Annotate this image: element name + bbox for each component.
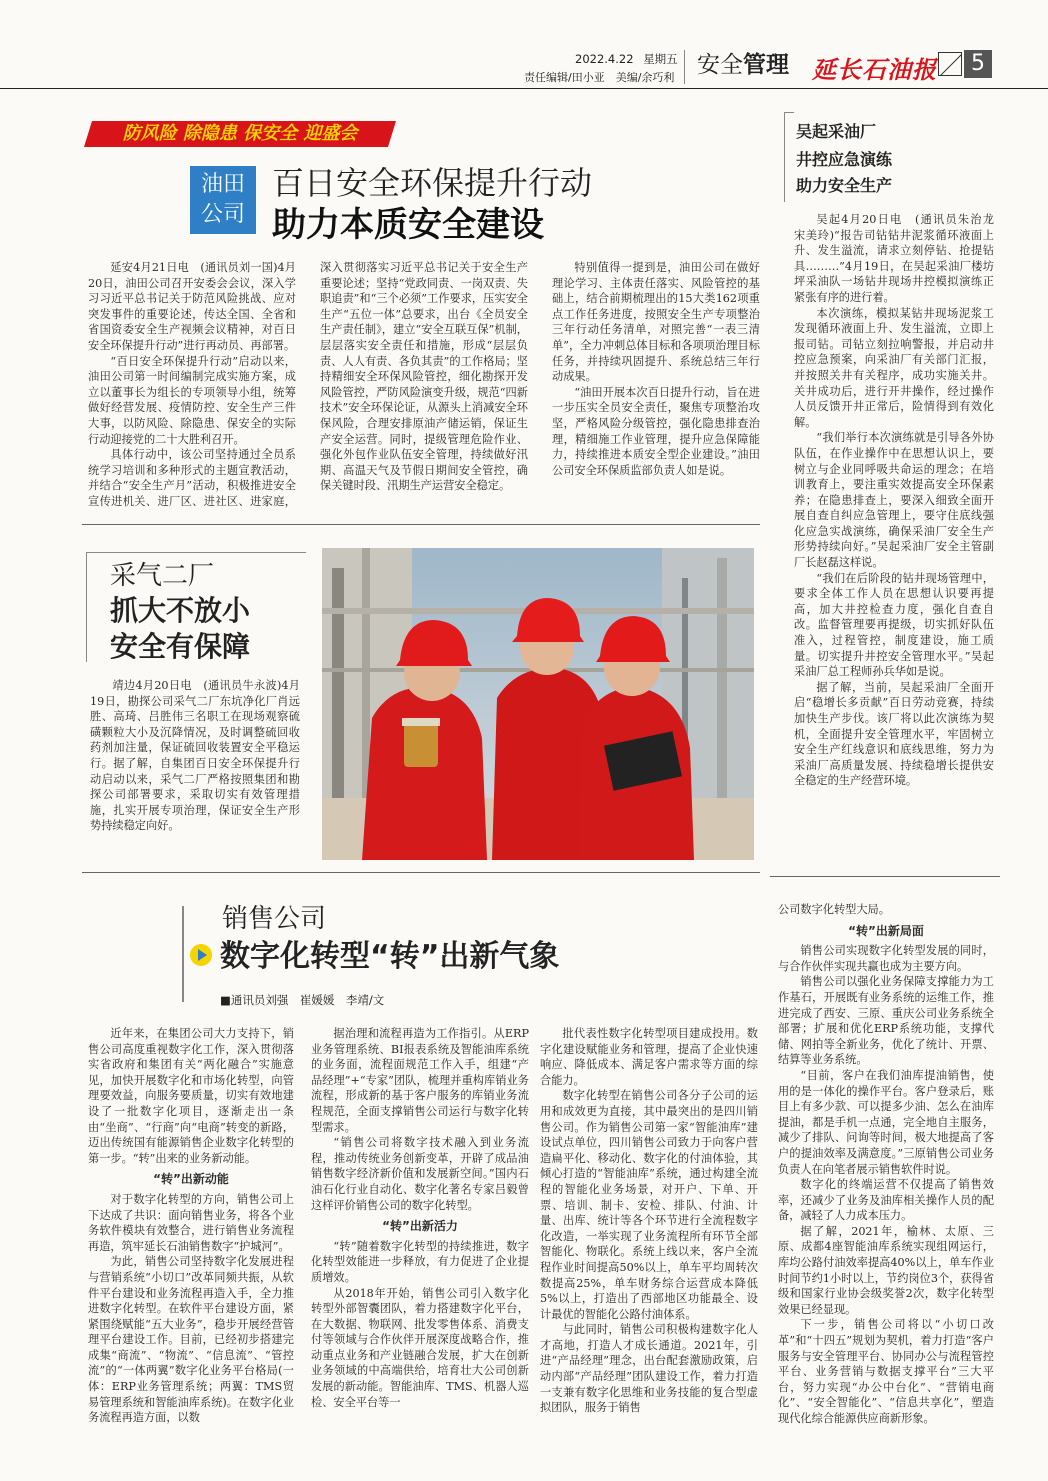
section-divider xyxy=(82,872,760,873)
editors: 责任编辑/田小亚 美编/余巧利 xyxy=(524,71,675,84)
sales-title: 数字化转型“转”出新气象 xyxy=(220,939,560,974)
sales-paragraph: 下一步，销售公司将以“小切口改革”和“十四五”规划为契机，着力打造“客户服务与安全管理平台、协同办公与流程管控平台、业务营销与数据支撑平台”三大平台，努力实现“办公中台化”、“营销电商化”、“安全智能化”、“信息共享化”，塑造现代化综合能源供应商新形象。 xyxy=(778,1318,994,1425)
lead-subtitle: 助力本质安全建设 xyxy=(272,205,544,245)
right-paragraph: “我们在后阶段的钻井现场管理中，要求全体工作人员在思想认识要再提高，加大井控检查力度，强化自查自改。监督管理要再提级，切实抓好队伍准入，过程管控，制度建设，施工质量。切实提升井控安全管理水平。”吴起采油厂总工程师孙兵华如是说。 xyxy=(794,571,994,679)
sales-paragraph: “转”随着数字化转型的持续推进，数字化转型效能进一步释放，有力促进了企业提质增效。 xyxy=(311,1239,529,1284)
right-paragraph: “我们举行本次演练就是引导各外协队伍，在作业操作中在思想认识上，要树立与企业同呼吸共命运的理念；在培训教育上，要注重实效提高安全环保素养；在隐患排查上，要深入细致全面开展自查自纠应急管理上，要守住底线强化应急实战演练，确保采油厂安全生产形势持续向好。”吴起采油厂安全主管副厂长赵磊这样说。 xyxy=(794,431,994,570)
lead-paragraph: “油田开展本次百日提升行动，旨在进一步压实全员安全责任，聚焦专项整治攻坚，严格风险分级管控，强化隐患排查治理，精细施工作业管理，提升应急保障能力，持续推进本质安全型企业建设。”油田公司安全环保质监部负责人如是说。 xyxy=(552,385,760,477)
date-line xyxy=(575,51,678,67)
lead-title: 百日安全环保提升行动 xyxy=(272,164,593,202)
right-subtitle: 助力安全生产 xyxy=(796,176,893,195)
right-title: 井控应急演练 xyxy=(796,150,893,169)
gas-body xyxy=(90,678,300,834)
right-paragraph: 吴起4月20日电 (通讯员朱治龙 宋美玲)“报告司钻钻井泥浆循环液面上升、发生溢流，请求立刻停钻、抢提钻具………”4月19日，在吴起采油厂楼坊坪采油队一场钻井现场井控模拟演练正紧张有序的进行着。 xyxy=(794,213,1006,304)
date: 2022.4.22 xyxy=(575,52,634,66)
section-title: 安全管理 xyxy=(697,52,789,78)
sales-paragraph: 近年来，在集团公司大力支持下，销售公司高度重视数字化工作，深入贯彻落实省政府和集团有关“两化融合”实施意见，加快开展数字化和市场化转型，向管理要效益，向服务要质量，切实有效地建设了一批数字化项目，逐渐走出一条由“坐商”、“行商”向“电商”转变的新路，迈出传统国有能源销售企业数字化转型的第一步。“转”出来的业务新动能。 xyxy=(88,1027,294,1165)
workers-photo xyxy=(322,548,754,860)
sales-paragraph: 据了解，2021年，榆林、太原、三原、成都4座智能油库系统实现组网运行，库均公路付油效率提高40%以上，单车作业时间节约1小时以上，节约岗位3个，获得省级和国家行业协会级奖誉2次，数字化转型效果已经显现。 xyxy=(778,1224,994,1316)
sales-unit: 销售公司 xyxy=(222,904,327,934)
lead-paragraph: 延安4月21日电 (通讯员刘一国)4月20日，油田公司召开安委会会议，深入学习习近平总书记关于防范风险挑战、应对突发事件的重要论述，传达全国、全省和省国资委安全生产视频会议精神，对百日安全环保提升行动”进行再动员、再部署。 xyxy=(88,261,296,352)
sales-paragraph: 为此，销售公司坚持数字化发展进程与营销系统“小切口”改革同频共振，从软件平台建设和业务流程再造入手，全力推进数字化转型。在软件平台建设方面，紧紧围绕赋能“五大业务”，稳步开展经营管理平台建设工作。目前，已经初步搭建完成集“商流”、“物流”、“信息流”、“管控流”的“一体两翼”数字化业务平台格局(一体：ERP业务管理系统；两翼：TMS贸易管理系统和智能油库系统)。在数字化业务流程再造方面，以数 xyxy=(88,1255,294,1425)
sales-byline: ■通讯员刘强 崔媛媛 李靖/文 xyxy=(220,993,385,1007)
section-divider xyxy=(770,876,1000,877)
sales-paragraph: “目前，客户在我们油库提油销售，使用的是一体化的操作平台。客户登录后，账目上有多少款、可以提多少油、怎么在油库提油，都是手机一点通，完全地自主服务，减少了排队、问询等时间，极大地提高了客户的提油效率及满意度。”三原销售公司业务负责人在向笔者展示销售软件时说。 xyxy=(778,1068,994,1176)
masthead-rule xyxy=(0,88,1048,89)
sales-paragraph: 销售公司以强化业务保障支撑能力为工作基石，开展既有业务系统的运维工作，推进完成了西安、三原、重庆公司业务系统全部署；扩展和优化ERP系统功能，支撑代储、网拍等全新业务，优化了统计、开票、结算等业务系统。 xyxy=(778,975,994,1067)
lead-paragraph: 具体行动中，该公司坚持通过全员系统学习培训和多种形式的主题宣教活动，并结合“安全生产月”活动，积极推进安全宣传进机关、进厂区、进社区、进家庭，深入贯彻落实习近平总书记关于安全生产重要论述；坚持“党政同责、一岗双责、失职追责”和“三个必须”工作要求，压实安全生产“五位一体”总要求，出台《全员安全生产责任制》，建立“安全互联互保”机制，层层落实安全责任和措施，形成“层层负责、人人有责、各负其责”的工作格局；坚持精细安全环保风险管控，细化勘探开发风险管控，严防风险演变升级，规范“四新技术”安全环保论证，从源头上消减安全环保风险，合理安排原油产储运销，保证生产安全运营。同时，提级管理危险作业、强化外包作业队伍安全管理，持续做好汛期、高温天气及节假日期间安全管控，确保关键时段、汛期生产运营安全稳定。 xyxy=(88,261,528,508)
sales-paragraph: “销售公司将数字技术融入到业务流程，推动传统业务创新变革，开辟了成品油销售数字经济新价值和发展新空间。”国内石油石化行业自动化、数字化著名专家吕毅曾这样评价销售公司的数字化转型。 xyxy=(311,1136,529,1212)
sales-paragraph: 数字化的终端运营不仅提高了销售效率，还减少了业务及油库相关操作人员的配备，减轻了人力成本压力。 xyxy=(778,1178,994,1223)
lead-body xyxy=(88,260,760,510)
sales-subheading: “转”出新局面 xyxy=(848,923,924,938)
sales-col-4 xyxy=(778,902,994,1427)
sales-paragraph: 批代表性数字化转型项目建成投用。数字化建设赋能业务和管理，提高了企业快速响应、降低成本、满足客户需求等方面的综合能力。 xyxy=(540,1027,758,1087)
campaign-banner xyxy=(84,121,396,147)
slash-icon xyxy=(938,52,962,76)
sales-col-1 xyxy=(88,1026,294,1426)
paper-logo: 延长石油报 xyxy=(812,55,937,84)
sales-paragraph: 数字化转型在销售公司各分子公司的运用和成效更为直接，其中最突出的是四川销售公司。作为销售公司第一家“智能油库”建设试点单位，四川销售公司致力于向客户营造扁平化、移动化、数字化的付油体验，其倾心打造的“智能油库”系统，通过构建全流程的智能化业务场景，对开户、下单、开票、培训、制卡、安检、排队、付油、计量、出库、统计等各个环节进行全流程数字化改造，一举实现了业务流程所有环节全部智能化、物联化。系统上线以来，客户全流程作业时间提高50%以上，单车平均周转次数提高25%，单车财务综合运营成本降低5%以上，打造出了西部地区功能最全、设计最优的智能化公路付油体系。 xyxy=(540,1089,758,1321)
page-number: 5 xyxy=(964,50,992,78)
right-body xyxy=(794,212,1006,789)
masthead xyxy=(0,40,1048,90)
gas-paragraph: 靖边4月20日电 (通讯员牛永波)4月19日，勘探公司采气二厂东坑净化厂肖远胜、高琦、吕胜伟三名职工在现场观察硫磺颗粒大小及沉降情况，及时调整硫回收药剂加注量，保证硫回收装置安全平稳运行。据了解，自集团百日安全环保提升行动启动以来，采气二厂严格按照集团和勘探公司部署要求，采取切实有效管理措施，扎实开展专项治理，保证安全生产形势持续稳定向好。 xyxy=(90,679,300,833)
sales-paragraph: 据治理和流程再造为工作指引。从ERP业务管理系统、BI报表系统及智能油库系统的业务面，流程面规范工作入手，组建“产品经理”+“专家”团队，梳理并重构库销业务流程，形成新的基于客户服务的库销业务流程规范，全面支撑销售公司运行与数字化转型需求。 xyxy=(311,1027,529,1134)
gas-unit: 采气二厂 xyxy=(110,561,215,591)
sales-col-2 xyxy=(311,1026,529,1410)
banner-text: 防风险 除隐患 保安全 迎盛会 xyxy=(122,123,358,144)
right-paragraph: 据了解，当前，吴起采油厂全面开启“稳增长多贡献”百日劳动竞赛，持续加快生产步伐。该厂将以此次演练为契机，全面提升安全管理水平，牢固树立安全生产红线意识和底线思维，努力为采油厂高质量发展、持续稳增长提供安全稳定的生产经营环境。 xyxy=(794,680,994,788)
sales-subheading: “转”出新动能 xyxy=(153,1172,229,1187)
right-paragraph: 本次演练，模拟某钻井现场泥浆工发现循环液面上升、发生溢流，立即上报司钻。司钻立刻拉响警报，并启动井控应急预案，向采油厂有关部门汇报，并按照关井有关程序，成功实施关井。关井成功后，进行开井操作，经过操作人员反馈开井正常后，险情得到有效化解。 xyxy=(794,306,994,429)
sales-paragraph: 销售公司实现数字化转型发展的同时，与合作伙伴实现共赢也成为主要方向。 xyxy=(778,944,994,973)
sales-col-3 xyxy=(540,1026,758,1416)
gas-title: 抓大不放小 xyxy=(110,594,251,627)
sales-paragraph: 从2018年开始，销售公司引入数字化转型外部智囊团队，着力搭建数字化平台，在大数据、物联网、批发零售体系、消费支付等领域与合作伙伴开展深度战略合作，推动重点业务和产业链融合发展，扩大在创新业务领域的中高端供给，培育壮大公司创新发展的新动能。智能油库、TMS、机器人巡检、安全平台等一 xyxy=(311,1286,529,1409)
sales-subheading: “转”出新活力 xyxy=(382,1219,458,1234)
sales-title-bracket xyxy=(182,906,190,1002)
right-unit: 吴起采油厂 xyxy=(796,122,877,141)
sales-paragraph: 对于数字化转型的方向，销售公司上下达成了共识：面向销售业务，将各个业务软件模块有效整合，进行销售业务流程再造，筑牢延长石油销售数字“护城河”。 xyxy=(88,1192,294,1253)
right-title-bracket xyxy=(784,112,794,202)
play-icon xyxy=(190,944,212,966)
unit-tag: 油田公司 xyxy=(190,166,256,234)
section-divider xyxy=(82,524,760,525)
lead-paragraph: 特别值得一提到是，油田公司在做好理论学习、主体责任落实、风险管控的基础上，结合前期梳理出的15大类162项重点工作任务进度，按照安全生产专项整治三年行动任务清单，对照完善“一表三清单”，全力冲刺总体目标和各项项治理目标任务，并持续巩固提升、系统总结三年行动成果。 xyxy=(552,261,760,384)
masthead-divider xyxy=(684,50,685,84)
gas-subtitle: 安全有保障 xyxy=(110,630,251,663)
sales-paragraph: 公司数字化转型大局。 xyxy=(778,903,890,916)
sales-paragraph: 与此同时，销售公司积极构建数字化人才高地，打造人才成长通道。2021年，引进“产品经理”理念，出台配套激励政策，启动内部“产品经理”团队建设工作，着力打造一支兼有数字化思维和业务技能的复合型虚拟团队，服务于销售 xyxy=(540,1323,758,1415)
lead-paragraph: “百日安全环保提升行动”启动以来，油田公司第一时间编制完成实施方案，成立以董事长为组长的专项领导小组，统筹做好经营发展、疫情防控、安全生产三件大事，以防风险、除隐患、保安全的实际行动迎接党的二十大胜利召开。 xyxy=(88,354,296,446)
weekday: 星期五 xyxy=(643,52,678,66)
